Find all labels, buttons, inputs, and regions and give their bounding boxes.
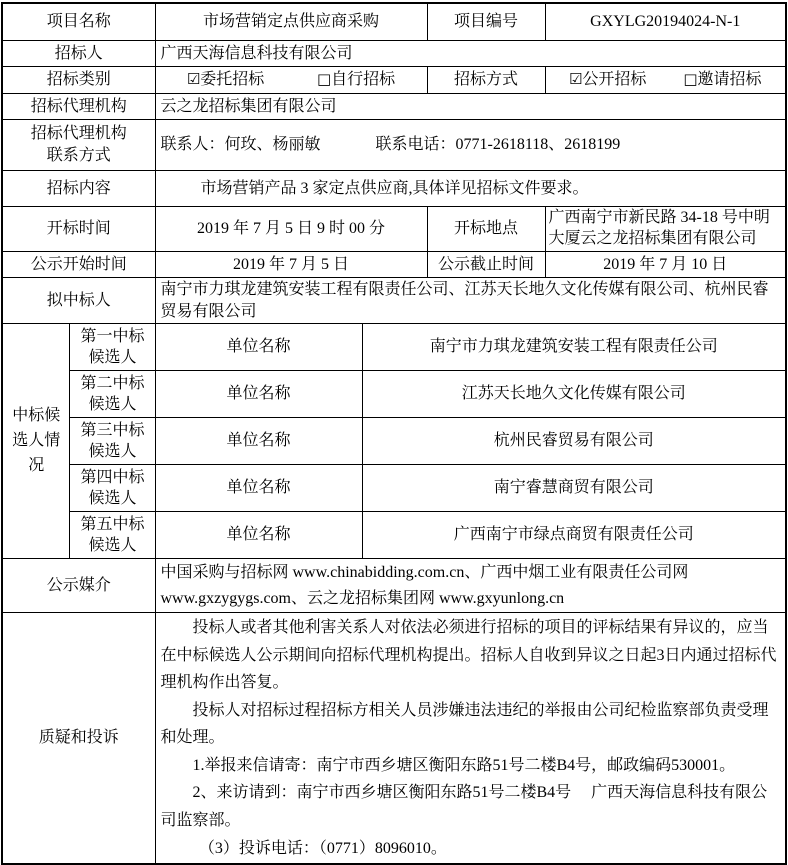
candidate-rank: 第一中标候选人 (70, 324, 155, 371)
project-row (2, 3, 786, 41)
agency-contact-row (2, 120, 786, 171)
media-value: 中国采购与招标网 www.chinabidding.com.cn、广西中烟工业有限责任公司网 www.gxzygygs.com、云之龙招标集团网 www.gxyunlong.cn (155, 559, 786, 613)
proposed-winner-value: 南宁市力琪龙建筑安装工程有限责任公司、江苏天长地久文化传媒有限公司、杭州民睿贸易有限公司 (155, 278, 786, 324)
agency-row (2, 94, 786, 120)
category-option-self-label: 自行招标 (331, 71, 396, 89)
tender-content-row (2, 171, 786, 207)
unit-name-label: 单位名称 (155, 465, 362, 512)
candidate-row (2, 418, 786, 465)
candidate-rank: 第二中标候选人 (70, 371, 155, 418)
category-option-self (317, 69, 395, 91)
media-label: 公示媒介 (2, 559, 155, 613)
agency-value: 云之龙招标集团有限公司 (155, 94, 786, 120)
publicity-end-label: 公示截止时间 (427, 252, 545, 278)
project-code-label: 项目编号 (427, 3, 545, 41)
candidate-company: 杭州民睿贸易有限公司 (362, 418, 786, 465)
candidate-rank: 第三中标候选人 (70, 418, 155, 465)
complaints-row (2, 613, 786, 864)
category-option-delegated-label: 委托招标 (200, 71, 265, 89)
publicity-start-label: 公示开始时间 (2, 252, 155, 278)
candidate-company: 南宁睿慧商贸有限公司 (362, 465, 786, 512)
category-label: 招标类别 (2, 67, 155, 94)
candidate-row (2, 371, 786, 418)
bid-opening-time-label: 开标时间 (2, 207, 155, 252)
unit-name-label: 单位名称 (155, 371, 362, 418)
complaints-paragraph: 1.举报来信请寄：南宁市西乡塘区衡阳东路51号二楼B4号，邮政编码530001。 (192, 756, 736, 774)
project-name-label: 项目名称 (2, 3, 155, 41)
checked-checkbox-icon: ☑ (568, 70, 583, 89)
unchecked-checkbox-icon: □ (316, 70, 332, 89)
bid-announcement-table (1, 2, 787, 865)
complaints-label: 质疑和投诉 (2, 613, 155, 864)
contact-person: 联系人：何玫、杨丽敏 (160, 136, 321, 154)
complaints-paragraph: 投标人或者其他利害关系人对依法必须进行招标的项目的评标结果有异议的，应当在中标候选人公示期间向招标代理机构提出。招标人自收到异议之日起3日内通过招标代理机构作出答复。 (160, 619, 777, 692)
unit-name-label: 单位名称 (155, 324, 362, 371)
proposed-winner-row (2, 278, 786, 324)
candidate-company: 南宁市力琪龙建筑安装工程有限责任公司 (362, 324, 786, 371)
agency-contact-value (155, 120, 786, 171)
method-options (545, 67, 786, 94)
candidate-row (2, 465, 786, 512)
candidate-company: 江苏天长地久文化传媒有限公司 (362, 371, 786, 418)
agency-label: 招标代理机构 (2, 94, 155, 120)
method-label: 招标方式 (427, 67, 545, 94)
publicity-start-value: 2019 年 7 月 5 日 (155, 252, 427, 278)
candidate-rank: 第四中标候选人 (70, 465, 155, 512)
complaints-paragraph: 2、来访请到：南宁市西乡塘区衡阳东路51号二楼B4号 广西天海信息科技有限公司监察部。 (160, 784, 768, 829)
category-options (155, 67, 427, 94)
candidate-row (2, 324, 786, 371)
method-option-open-label: 公开招标 (582, 71, 647, 89)
bid-opening-place-label: 开标地点 (427, 207, 545, 252)
tender-content-label: 招标内容 (2, 171, 155, 207)
publicity-row (2, 252, 786, 278)
candidates-group-label: 中标候选人情况 (2, 324, 70, 559)
agency-contact-label-line1: 招标代理机构 (30, 125, 127, 143)
tender-content-value: 市场营销产品 3 家定点供应商,具体详见招标文件要求。 (155, 171, 786, 207)
proposed-winner-label: 拟中标人 (2, 278, 155, 324)
project-code-value: GXYLG20194024-N-1 (545, 3, 786, 41)
complaints-paragraph: 投标人对招标过程招标方相关人员涉嫌违法违纪的举报由公司纪检监察部负责受理和处理。 (160, 701, 769, 747)
tenderer-label: 招标人 (2, 41, 155, 67)
method-option-open (569, 69, 646, 91)
checked-checkbox-icon: ☑ (186, 70, 201, 89)
media-row (2, 559, 786, 613)
method-option-invite (683, 69, 761, 91)
complaints-text (155, 613, 786, 864)
contact-phone: 联系电话：0771-2618118、2618199 (375, 136, 621, 154)
method-option-invite-label: 邀请招标 (697, 71, 762, 89)
unchecked-checkbox-icon: □ (683, 70, 698, 89)
complaints-paragraph: （3）投诉电话：（0771）8096010。 (198, 839, 447, 857)
agency-contact-label (2, 120, 155, 171)
unit-name-label: 单位名称 (155, 512, 362, 559)
project-name-value: 市场营销定点供应商采购 (155, 3, 427, 41)
agency-contact-label-line2: 联系方式 (46, 147, 111, 164)
candidate-rank: 第五中标候选人 (70, 512, 155, 559)
category-row (2, 67, 786, 94)
bid-opening-place-value: 广西南宁市新民路 34-18 号中明大厦云之龙招标集团有限公司 (545, 207, 786, 252)
category-option-delegated (187, 69, 264, 91)
bid-opening-row (2, 207, 786, 252)
tenderer-value: 广西天海信息科技有限公司 (155, 41, 786, 67)
candidate-row (2, 512, 786, 559)
unit-name-label: 单位名称 (155, 418, 362, 465)
bid-opening-time-value: 2019 年 7 月 5 日 9 时 00 分 (155, 207, 427, 252)
publicity-end-value: 2019 年 7 月 10 日 (545, 252, 786, 278)
candidate-company: 广西南宁市绿点商贸有限责任公司 (362, 512, 786, 559)
tenderer-row (2, 41, 786, 67)
